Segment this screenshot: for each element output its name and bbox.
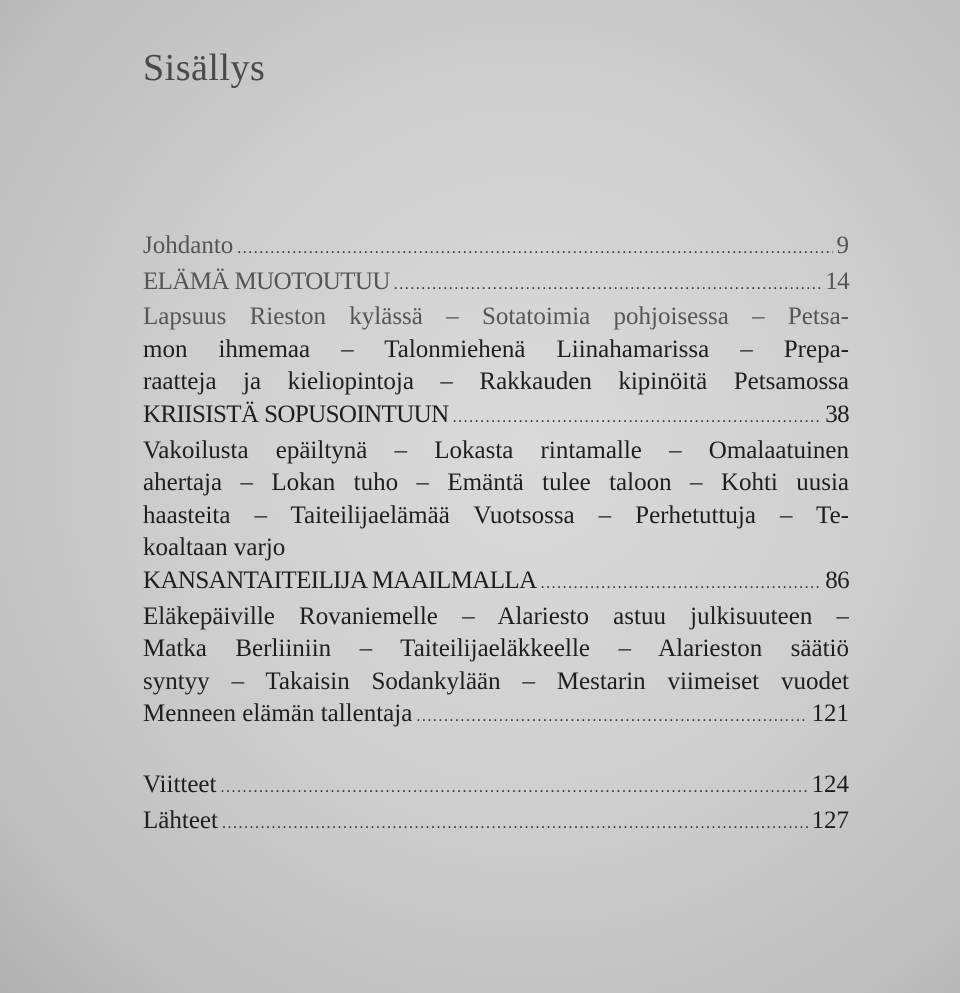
dot-leader <box>453 402 822 435</box>
toc-page-number: 14 <box>825 267 849 295</box>
dot-leader <box>222 808 808 841</box>
toc-entry-lahteet <box>143 805 849 841</box>
toc-subtopics-line: haasteita – Taiteilijaelämää Vuotsossa – Perhetuttuja – Te- <box>143 501 849 529</box>
toc-entry-label: Johdanto <box>143 232 234 259</box>
spacer <box>143 734 849 769</box>
toc-subtopics-line: mon ihmemaa – Talonmiehenä Liinahamarissa – Prepa- <box>143 335 849 363</box>
toc-subtopics-line: Lapsuus Rieston kylässä – Sotatoimia pohjoisessa – Petsa- <box>143 303 849 331</box>
toc-entry-elama-muotoutuu <box>143 266 849 302</box>
toc-entry-label: Lähteet <box>143 806 218 834</box>
toc-entry-label: Viitteet <box>143 770 217 798</box>
toc-entry-menneen-elaman-tallentaja <box>143 698 849 734</box>
toc-page-number: 38 <box>825 400 849 428</box>
toc-subtopics-line: ahertaja – Lokan tuho – Emäntä tulee taloon – Kohti uusia <box>143 469 849 497</box>
dot-leader <box>541 568 822 601</box>
toc-subtopics-line: Matka Berliiniin – Taiteilijaeläkkeelle – Alarieston säätiö <box>143 635 849 663</box>
table-of-contents <box>143 230 849 840</box>
dot-leader <box>394 269 821 302</box>
toc-entry-label: Menneen elämän tallentaja <box>143 700 413 728</box>
dot-leader <box>237 233 832 266</box>
toc-page-number: 121 <box>811 700 849 728</box>
toc-page-number: 86 <box>825 566 849 594</box>
dot-leader <box>416 701 807 734</box>
toc-page-number: 9 <box>836 232 849 259</box>
toc-page-number: 127 <box>811 806 849 834</box>
toc-subtopics-line: Eläkepäiville Rovaniemelle – Alariesto astuu julkisuuteen – <box>143 602 849 630</box>
toc-entry-kansantaiteilija-maailmalla <box>143 565 849 601</box>
toc-entry-label: KRIISISTÄ SOPUSOINTUUN <box>143 400 449 428</box>
dot-leader <box>220 772 807 805</box>
toc-subtopics-line: Vakoilusta epäiltynä – Lokasta rintamalle – Omalaatuinen <box>143 436 849 464</box>
toc-entry-label: KANSANTAITEILIJA MAAILMALLA <box>143 566 537 594</box>
toc-subtopics-line: raatteja ja kieliopintoja – Rakkauden kipinöitä Petsamossa <box>143 368 849 396</box>
toc-subtopics-line: syntyy – Takaisin Sodankylään – Mestarin viimeiset vuodet <box>143 667 849 695</box>
toc-entry-kriisista-sopusointuun <box>143 399 849 435</box>
toc-subtopics-line: koaltaan varjo <box>143 534 286 562</box>
toc-entry-johdanto <box>143 230 849 266</box>
toc-entry-label: ELÄMÄ MUOTOUTUU <box>143 267 390 295</box>
toc-page-number: 124 <box>811 770 849 798</box>
toc-entry-viitteet <box>143 769 849 805</box>
page-title: Sisällys <box>143 47 266 89</box>
